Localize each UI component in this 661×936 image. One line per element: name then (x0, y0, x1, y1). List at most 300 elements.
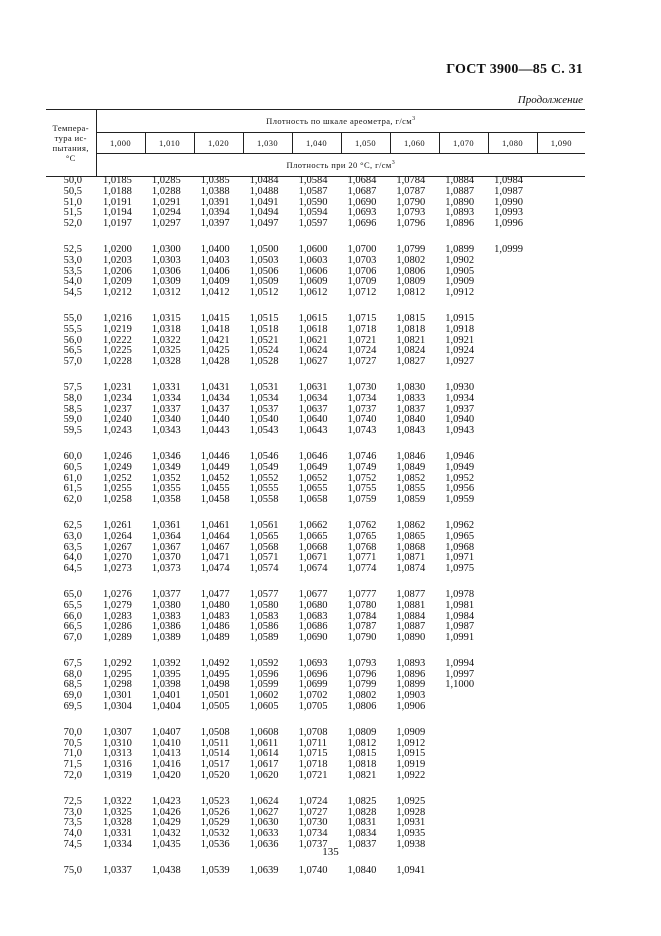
temperature-cell: 59,5 (63, 425, 82, 437)
density-cell: 1,0896 (396, 668, 426, 680)
density-cell: 1,0984 (445, 610, 475, 622)
density-cell: 1,0386 (151, 621, 181, 633)
density-cell: 1,0440 (200, 414, 230, 426)
density-cell: 1,0543 (249, 425, 279, 437)
density-cell: 1,0631 (298, 381, 328, 393)
density-cell: 1,0191 (103, 196, 132, 208)
temperature-cell: 62,0 (63, 494, 82, 506)
temperature-cell: 66,5 (63, 621, 82, 633)
density-cell: 1,0464 (200, 530, 230, 542)
density-cell: 1,0734 (298, 828, 328, 840)
density-cell: 1,0484 (249, 175, 279, 186)
density-cell: 1,0383 (151, 610, 181, 622)
temperature-cell: 64,5 (63, 563, 82, 575)
density-cell: 1,0349 (151, 461, 181, 473)
temperature-cell: 70,0 (63, 726, 82, 738)
temperature-cell: 50,5 (63, 185, 82, 197)
density-cell: 1,0893 (445, 207, 475, 219)
density-cell (487, 771, 536, 782)
density-cell: 1,0488 (249, 185, 279, 197)
density-cell: 1,0768 (347, 541, 377, 553)
density-cell: 1,0514 (200, 748, 230, 760)
density-cell: 1,0310 (103, 737, 132, 749)
density-cell: 1,0426 (151, 806, 181, 818)
density-cell: 1,0968 (445, 541, 475, 553)
density-cell: 1,0831 (347, 817, 377, 829)
density-cell (487, 866, 536, 877)
density-cell: 1,0531 (249, 381, 279, 393)
density-cell (536, 760, 585, 771)
density-cell: 1,0997 (445, 668, 475, 680)
density-cell: 1,0658 (298, 494, 328, 506)
density-cell: 1,0787 (396, 185, 426, 197)
temperature-cell: 68,0 (63, 668, 82, 680)
density-cell: 1,0219 (103, 323, 132, 335)
density-cell (487, 474, 536, 485)
density-cell: 1,0421 (200, 334, 230, 346)
density-cell: 1,0537 (249, 403, 279, 415)
density20-header (96, 154, 585, 177)
density-cell: 1,0975 (445, 563, 475, 575)
table-row (46, 394, 585, 405)
density-cell: 1,0918 (445, 323, 475, 335)
density-cell: 1,0532 (200, 828, 230, 840)
density-cell: 1,0874 (396, 563, 426, 575)
density-cell: 1,0508 (200, 726, 230, 738)
density-cell: 1,0812 (347, 737, 377, 749)
density-cell: 1,0909 (396, 726, 426, 738)
density-cell: 1,0423 (151, 795, 181, 807)
density-cell (536, 325, 585, 336)
density-cell (536, 484, 585, 495)
density-cell: 1,0627 (249, 806, 279, 818)
density-cell: 1,0902 (445, 254, 475, 266)
temperature-cell: 72,0 (63, 770, 82, 782)
density-cell (487, 818, 536, 829)
density-cell: 1,0925 (396, 795, 426, 807)
density-cell: 1,0222 (103, 334, 132, 346)
density-cell (438, 749, 487, 760)
density-cell: 1,0962 (445, 519, 475, 531)
density-cell: 1,0740 (347, 414, 377, 426)
density-cell: 1,0586 (249, 621, 279, 633)
density-cell: 1,0949 (445, 461, 475, 473)
density-cell: 1,0203 (103, 254, 132, 266)
density-cell: 1,0884 (445, 175, 475, 186)
density-cell: 1,0649 (298, 461, 328, 473)
density-cell: 1,0194 (103, 207, 132, 219)
density-cell: 1,0637 (298, 403, 328, 415)
temperature-cell: 61,5 (63, 483, 82, 495)
row-group (46, 659, 585, 713)
density-cell: 1,0337 (103, 864, 132, 876)
density-cell: 1,0818 (347, 759, 377, 771)
table-row (46, 702, 585, 713)
density-cell: 1,0668 (298, 541, 328, 553)
density-cell: 1,0388 (200, 185, 230, 197)
density-cell: 1,0231 (103, 381, 132, 393)
density-cell: 1,0708 (298, 726, 328, 738)
density-cell: 1,0249 (103, 461, 132, 473)
density-cell: 1,0434 (200, 392, 230, 404)
density-cell (536, 691, 585, 702)
density-cell: 1,0993 (494, 207, 523, 219)
density-cell: 1,0843 (396, 425, 426, 437)
density-cell: 1,0240 (103, 414, 132, 426)
density-cell (487, 680, 536, 691)
density-cell: 1,0331 (103, 828, 132, 840)
density-cell: 1,0699 (298, 679, 328, 691)
density-cell: 1,0200 (103, 243, 132, 255)
temperature-cell: 66,0 (63, 610, 82, 622)
density-cell: 1,0721 (347, 334, 377, 346)
density-cell: 1,0300 (151, 243, 181, 255)
density-cell: 1,0687 (347, 185, 377, 197)
density-cell (536, 601, 585, 612)
density-cell: 1,0881 (396, 599, 426, 611)
density-cell (536, 553, 585, 564)
density-cell: 1,0915 (445, 312, 475, 324)
temperature-cell: 74,0 (63, 828, 82, 840)
density-cell: 1,0912 (445, 287, 475, 299)
density-cell: 1,0367 (151, 541, 181, 553)
density-cell: 1,0568 (249, 541, 279, 553)
scale-value-header: 1,070 (439, 133, 488, 154)
density-table-body (46, 176, 585, 892)
density-cell: 1,0809 (347, 726, 377, 738)
table-row (46, 463, 585, 474)
density-cell: 1,0711 (298, 737, 328, 749)
density-cell (536, 866, 585, 877)
density-cell: 1,0943 (445, 425, 475, 437)
density-cell: 1,0418 (200, 323, 230, 335)
density-cell: 1,0830 (396, 381, 426, 393)
density-cell: 1,0420 (151, 770, 181, 782)
density-cell (536, 336, 585, 347)
density-cell: 1,0431 (200, 381, 230, 393)
density-cell: 1,0528 (249, 356, 279, 368)
density-cell: 1,0297 (151, 218, 181, 230)
density-cell (536, 532, 585, 543)
density-cell: 1,0443 (200, 425, 230, 437)
density-cell: 1,0790 (347, 632, 377, 644)
density-cell: 1,0449 (200, 461, 230, 473)
density-cell: 1,0518 (249, 323, 279, 335)
density-cell: 1,0437 (200, 403, 230, 415)
density-cell (536, 521, 585, 532)
table-row (46, 288, 585, 299)
temperature-cell: 62,5 (63, 519, 82, 531)
density-cell: 1,0912 (396, 737, 426, 749)
density-cell: 1,0862 (396, 519, 426, 531)
density-cell: 1,0452 (200, 472, 230, 484)
document-title: ГОСТ 3900—85 С. 31 (446, 62, 583, 77)
density-cell: 1,0584 (298, 175, 328, 186)
row-group (46, 314, 585, 368)
density-cell (487, 564, 536, 575)
density-cell: 1,0630 (249, 817, 279, 829)
density-cell: 1,0984 (494, 175, 523, 186)
density-cell: 1,0334 (103, 839, 132, 851)
density-cell: 1,0855 (396, 483, 426, 495)
density-cell: 1,0291 (151, 196, 181, 208)
density-cell: 1,0618 (298, 323, 328, 335)
density-cell: 1,0292 (103, 657, 132, 669)
density-cell: 1,0991 (445, 632, 475, 644)
density-cell: 1,0837 (396, 403, 426, 415)
density-cell: 1,0996 (494, 218, 523, 230)
density-cell: 1,0718 (298, 759, 328, 771)
density-cell (487, 749, 536, 760)
density-cell: 1,0331 (151, 381, 181, 393)
scale-value-header: 1,090 (537, 133, 585, 154)
density-cell (536, 463, 585, 474)
temperature-cell: 54,0 (63, 276, 82, 288)
density-cell: 1,0755 (347, 483, 377, 495)
density-cell: 1,0627 (298, 356, 328, 368)
table-row (46, 564, 585, 575)
density-cell: 1,0209 (103, 276, 132, 288)
density-cell: 1,0724 (347, 345, 377, 357)
density-cell: 1,0246 (103, 450, 132, 462)
density-cell (536, 405, 585, 416)
density-cell: 1,0620 (249, 770, 279, 782)
scale-values-row (46, 133, 585, 154)
density-cell: 1,0295 (103, 668, 132, 680)
temperature-cell: 54,5 (63, 287, 82, 299)
density-cell: 1,0994 (445, 657, 475, 669)
density-cell: 1,0655 (298, 483, 328, 495)
density-cell: 1,0959 (445, 494, 475, 506)
density-cell: 1,0928 (396, 806, 426, 818)
temperature-cell: 57,5 (63, 381, 82, 393)
density-cell: 1,0467 (200, 541, 230, 553)
density-cell: 1,0471 (200, 552, 230, 564)
density-cell (487, 288, 536, 299)
density-cell (438, 829, 487, 840)
density-cell: 1,0734 (347, 392, 377, 404)
density-cell: 1,0727 (298, 806, 328, 818)
density-cell: 1,0665 (298, 530, 328, 542)
density-cell: 1,0461 (200, 519, 230, 531)
temperature-cell: 53,0 (63, 254, 82, 266)
density-cell: 1,0385 (200, 175, 230, 186)
density-cell: 1,0702 (298, 690, 328, 702)
density-cell: 1,0611 (249, 737, 279, 749)
density-cell: 1,0922 (396, 770, 426, 782)
table-row (46, 325, 585, 336)
density-cell (487, 728, 536, 739)
table-row (46, 256, 585, 267)
density-cell: 1,0852 (396, 472, 426, 484)
row-group (46, 452, 585, 506)
density-cell (536, 176, 585, 187)
temperature-cell: 51,5 (63, 207, 82, 219)
scale-density-header (96, 110, 585, 133)
density-cell: 1,1000 (445, 679, 475, 691)
density-cell: 1,0407 (151, 726, 181, 738)
density-cell: 1,0730 (347, 381, 377, 393)
density-cell: 1,0934 (445, 392, 475, 404)
density-cell: 1,0340 (151, 414, 181, 426)
density-cell: 1,0298 (103, 679, 132, 691)
density-cell: 1,0903 (396, 690, 426, 702)
density-cell: 1,0606 (298, 265, 328, 277)
density-cell (536, 590, 585, 601)
density-cell: 1,0938 (396, 839, 426, 851)
density-cell: 1,0909 (445, 276, 475, 288)
temperature-cell: 64,0 (63, 552, 82, 564)
density-cell: 1,0624 (249, 795, 279, 807)
density-cell: 1,0380 (151, 599, 181, 611)
density-cell: 1,0952 (445, 472, 475, 484)
density-cell (487, 553, 536, 564)
density-cell: 1,0234 (103, 392, 132, 404)
density-cell (536, 818, 585, 829)
density-cell: 1,0583 (249, 610, 279, 622)
density-cell: 1,0787 (347, 621, 377, 633)
density-cell: 1,0924 (445, 345, 475, 357)
density-cell: 1,0780 (347, 599, 377, 611)
density-cell: 1,0730 (298, 817, 328, 829)
scale-value-header: 1,080 (488, 133, 537, 154)
density-cell: 1,0228 (103, 356, 132, 368)
density-cell: 1,0674 (298, 563, 328, 575)
density-cell: 1,0539 (200, 864, 230, 876)
density-cell: 1,0905 (445, 265, 475, 277)
density-cell (487, 452, 536, 463)
density-cell: 1,0793 (347, 657, 377, 669)
density-cell: 1,0634 (298, 392, 328, 404)
scale-value-header: 1,020 (194, 133, 243, 154)
density-cell: 1,0409 (200, 276, 230, 288)
temperature-cell: 55,5 (63, 323, 82, 335)
density-cell: 1,0540 (249, 414, 279, 426)
density-cell: 1,0921 (445, 334, 475, 346)
density-cell (438, 728, 487, 739)
density-cell: 1,0608 (249, 726, 279, 738)
density-cell: 1,0279 (103, 599, 132, 611)
density-cell: 1,0337 (151, 403, 181, 415)
density-cell: 1,0429 (151, 817, 181, 829)
density-cell: 1,0693 (298, 657, 328, 669)
density-cell: 1,0394 (200, 207, 230, 219)
density-cell: 1,0455 (200, 483, 230, 495)
density-cell (487, 484, 536, 495)
density-cell: 1,0523 (200, 795, 230, 807)
temperature-cell: 68,5 (63, 679, 82, 691)
density-cell: 1,0871 (396, 552, 426, 564)
density-cell (536, 612, 585, 623)
density-cell: 1,0309 (151, 276, 181, 288)
density-cell (536, 749, 585, 760)
density-cell: 1,0397 (200, 218, 230, 230)
density-cell: 1,0887 (396, 621, 426, 633)
density-cell: 1,0931 (396, 817, 426, 829)
density-cell: 1,0503 (249, 254, 279, 266)
density-cell: 1,0501 (200, 690, 230, 702)
density-cell: 1,0818 (396, 323, 426, 335)
density-cell: 1,0377 (151, 588, 181, 600)
density-cell: 1,0915 (396, 748, 426, 760)
density-cell: 1,0270 (103, 552, 132, 564)
density-cell: 1,0497 (249, 218, 279, 230)
density-cell (536, 808, 585, 819)
density-cell: 1,0276 (103, 588, 132, 600)
scale-value-header: 1,000 (96, 133, 145, 154)
density-cell: 1,0706 (347, 265, 377, 277)
density-cell (438, 818, 487, 829)
density-cell: 1,0313 (103, 748, 132, 760)
temperature-cell: 58,0 (63, 392, 82, 404)
density-cell (487, 521, 536, 532)
density-cell: 1,0571 (249, 552, 279, 564)
density-cell (536, 680, 585, 691)
scale-value-header: 1,040 (292, 133, 341, 154)
density-cell: 1,0529 (200, 817, 230, 829)
density-cell: 1,0840 (347, 864, 377, 876)
density-cell: 1,0565 (249, 530, 279, 542)
density-cell: 1,0930 (445, 381, 475, 393)
density-cell (487, 670, 536, 681)
temperature-cell: 63,0 (63, 530, 82, 542)
page-number: 135 (322, 846, 339, 858)
density-cell: 1,0877 (396, 588, 426, 600)
density-cell: 1,0491 (249, 196, 279, 208)
density-cell (536, 277, 585, 288)
density-cell: 1,0212 (103, 287, 132, 299)
density-cell: 1,0821 (347, 770, 377, 782)
temp-header-line: тура ис- (54, 133, 87, 143)
density-cell: 1,0325 (103, 806, 132, 818)
temperature-cell: 65,0 (63, 588, 82, 600)
temperature-cell: 71,5 (63, 759, 82, 771)
density-cell: 1,0615 (298, 312, 328, 324)
density-cell: 1,0498 (200, 679, 230, 691)
table-row (46, 187, 585, 198)
table-row (46, 601, 585, 612)
density-cell (438, 797, 487, 808)
density-cell (487, 797, 536, 808)
continuation-label: Продолжение (517, 94, 583, 106)
density-cell: 1,0425 (200, 345, 230, 357)
density-cell: 1,0690 (298, 632, 328, 644)
temp-header-line: пытания, (52, 143, 89, 153)
density-cell: 1,0815 (347, 748, 377, 760)
density-cell (536, 622, 585, 633)
density-cell: 1,0267 (103, 541, 132, 553)
density-cell: 1,0868 (396, 541, 426, 553)
density-cell: 1,0941 (396, 864, 426, 876)
density-cell: 1,0971 (445, 552, 475, 564)
density-cell: 1,0355 (151, 483, 181, 495)
density-cell: 1,0893 (396, 657, 426, 669)
density-cell: 1,0401 (151, 690, 181, 702)
density-cell: 1,0740 (298, 864, 328, 876)
table-row (46, 219, 585, 230)
density-cell: 1,0721 (298, 770, 328, 782)
table-header (46, 109, 585, 177)
density-cell: 1,0621 (298, 334, 328, 346)
density-cell (536, 245, 585, 256)
temperature-cell: 69,5 (63, 701, 82, 713)
density-cell: 1,0614 (249, 748, 279, 760)
temperature-cell: 59,0 (63, 414, 82, 426)
density-cell: 1,0693 (347, 207, 377, 219)
density-cell: 1,0512 (249, 287, 279, 299)
density-cell: 1,0505 (200, 701, 230, 713)
density20-unit-exponent: 3 (391, 160, 396, 167)
